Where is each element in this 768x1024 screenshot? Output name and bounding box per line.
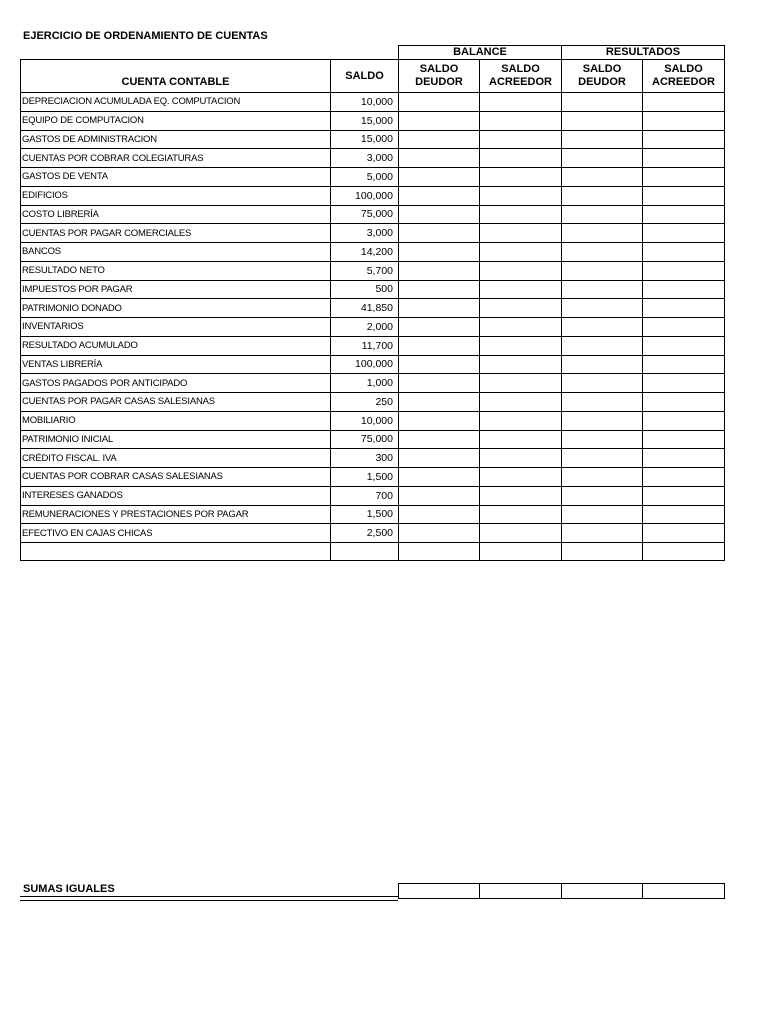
saldo-cell: 41,850 [331,299,399,318]
balance-acreedor-cell[interactable] [480,374,562,393]
balance-deudor-cell[interactable] [399,261,480,280]
balance-deudor-cell[interactable] [399,186,480,205]
account-name-cell: PATRIMONIO DONADO [21,299,331,318]
balance-deudor-cell[interactable] [399,355,480,374]
resultados-deudor-cell[interactable] [562,318,643,337]
balance-acreedor-cell[interactable] [480,205,562,224]
table-row [21,336,725,355]
account-name-cell: CUENTAS POR COBRAR COLEGIATURAS [21,149,331,168]
saldo-cell: 1,000 [331,374,399,393]
account-name-cell: EDIFICIOS [21,186,331,205]
saldo-cell: 300 [331,449,399,468]
saldo-cell: 1,500 [331,505,399,524]
balance-deudor-cell[interactable] [399,243,480,262]
resultados-deudor-cell[interactable] [562,205,643,224]
saldo-cell: 5,700 [331,261,399,280]
balance-deudor-cell[interactable] [399,130,480,149]
balance-deudor-cell[interactable] [399,486,480,505]
saldo-cell: 75,000 [331,430,399,449]
total-resultados-deudor-cell[interactable] [562,884,643,899]
resultados-acreedor-cell[interactable] [643,393,725,412]
resultados-deudor-cell[interactable] [562,355,643,374]
saldo-cell: 500 [331,280,399,299]
resultados-group-header: RESULTADOS [562,46,725,60]
resultados-acreedor-cell[interactable] [643,505,725,524]
balance-deudor-cell[interactable] [399,111,480,130]
saldo-cell: 5,000 [331,168,399,187]
account-name-cell [21,543,331,561]
table-row [21,430,725,449]
balance-acreedor-cell[interactable] [480,299,562,318]
table-row [21,486,725,505]
balance-acreedor-cell[interactable] [480,318,562,337]
account-name-cell: GASTOS DE ADMINISTRACION [21,130,331,149]
balance-deudor-cell[interactable] [399,411,480,430]
saldo-cell: 3,000 [331,224,399,243]
table-row [21,505,725,524]
balance-acreedor-cell[interactable] [480,524,562,543]
saldo-cell: 1,500 [331,468,399,487]
saldo-cell: 10,000 [331,411,399,430]
account-name-cell: CUENTAS POR COBRAR CASAS SALESIANAS [21,468,331,487]
balance-deudor-cell[interactable] [399,393,480,412]
balance-acreedor-cell[interactable] [480,111,562,130]
table-row [21,111,725,130]
account-name-cell: DEPRECIACION ACUMULADA EQ. COMPUTACION [21,93,331,112]
balance-acreedor-cell[interactable] [480,543,562,561]
saldo-cell: 2,000 [331,318,399,337]
page-title: EJERCICIO DE ORDENAMIENTO DE CUENTAS [23,30,268,42]
resultados-deudor-cell[interactable] [562,111,643,130]
resultados-deudor-cell[interactable] [562,468,643,487]
balance-acreedor-cell[interactable] [480,336,562,355]
resultados-acreedor-cell[interactable] [643,243,725,262]
resultados-deudor-cell[interactable] [562,449,643,468]
resultados-deudor-cell[interactable] [562,505,643,524]
balance-deudor-cell[interactable] [399,430,480,449]
balance-acreedor-header: SALDO ACREEDOR [480,60,562,93]
resultados-acreedor-cell[interactable] [643,430,725,449]
resultados-deudor-cell[interactable] [562,168,643,187]
resultados-acreedor-cell[interactable] [643,468,725,487]
saldo-cell: 15,000 [331,130,399,149]
saldo-cell: 100,000 [331,355,399,374]
resultados-deudor-cell[interactable] [562,186,643,205]
resultados-deudor-cell[interactable] [562,393,643,412]
balance-acreedor-cell[interactable] [480,430,562,449]
resultados-deudor-cell[interactable] [562,93,643,112]
saldo-cell: 700 [331,486,399,505]
table-row [21,468,725,487]
account-name-cell: RESULTADO ACUMULADO [21,336,331,355]
resultados-acreedor-cell[interactable] [643,374,725,393]
saldo-header: SALDO [331,60,399,93]
saldo-cell: 11,700 [331,336,399,355]
balance-deudor-cell[interactable] [399,505,480,524]
resultados-acreedor-cell[interactable] [643,130,725,149]
table-row [21,411,725,430]
table-row [21,299,725,318]
resultados-acreedor-cell[interactable] [643,168,725,187]
resultados-deudor-header: SALDO DEUDOR [562,60,643,93]
resultados-deudor-cell[interactable] [562,299,643,318]
resultados-acreedor-cell[interactable] [643,411,725,430]
account-name-cell: CRÉDITO FISCAL. IVA [21,449,331,468]
resultados-acreedor-cell[interactable] [643,318,725,337]
account-name-cell: GASTOS DE VENTA [21,168,331,187]
balance-acreedor-cell[interactable] [480,468,562,487]
table-row [21,449,725,468]
resultados-acreedor-cell[interactable] [643,280,725,299]
account-name-cell: CUENTAS POR PAGAR COMERCIALES [21,224,331,243]
saldo-cell: 3,000 [331,149,399,168]
resultados-deudor-cell[interactable] [562,411,643,430]
balance-acreedor-cell[interactable] [480,505,562,524]
account-name-cell: BANCOS [21,243,331,262]
resultados-deudor-cell[interactable] [562,486,643,505]
table-row [21,224,725,243]
balance-acreedor-cell[interactable] [480,393,562,412]
table-row [21,318,725,337]
saldo-cell: 2,500 [331,524,399,543]
account-name-cell: EQUIPO DE COMPUTACION [21,111,331,130]
resultados-deudor-cell[interactable] [562,130,643,149]
balance-acreedor-cell[interactable] [480,355,562,374]
balance-acreedor-cell[interactable] [480,411,562,430]
resultados-acreedor-cell[interactable] [643,224,725,243]
table-row [21,280,725,299]
table-row [21,168,725,187]
account-name-cell: MOBILIARIO [21,411,331,430]
resultados-deudor-cell[interactable] [562,336,643,355]
balance-acreedor-cell[interactable] [480,261,562,280]
balance-deudor-cell[interactable] [399,374,480,393]
totals-label: SUMAS IGUALES [23,883,115,895]
resultados-acreedor-cell[interactable] [643,205,725,224]
resultados-deudor-cell[interactable] [562,524,643,543]
table-row [21,243,725,262]
resultados-deudor-cell[interactable] [562,224,643,243]
balance-deudor-cell[interactable] [399,149,480,168]
cuenta-contable-header: CUENTA CONTABLE [21,60,331,93]
saldo-cell: 250 [331,393,399,412]
balance-acreedor-cell[interactable] [480,224,562,243]
totals-table [398,883,725,899]
resultados-acreedor-cell[interactable] [643,111,725,130]
account-name-cell: PATRIMONIO INICIAL [21,430,331,449]
account-name-cell: REMUNERACIONES Y PRESTACIONES POR PAGAR [21,505,331,524]
saldo-cell: 14,200 [331,243,399,262]
balance-deudor-cell[interactable] [399,543,480,561]
saldo-cell: 100,000 [331,186,399,205]
account-name-cell: EFECTIVO EN CAJAS CHICAS [21,524,331,543]
resultados-acreedor-header: SALDO ACREEDOR [643,60,725,93]
resultados-acreedor-cell[interactable] [643,449,725,468]
table-row [21,374,725,393]
resultados-deudor-cell[interactable] [562,374,643,393]
resultados-acreedor-cell[interactable] [643,355,725,374]
resultados-acreedor-cell[interactable] [643,486,725,505]
balance-deudor-cell[interactable] [399,449,480,468]
balance-deudor-cell[interactable] [399,280,480,299]
table-row [21,205,725,224]
resultados-acreedor-cell[interactable] [643,149,725,168]
accounts-table [20,45,725,561]
totals-underline [20,896,398,901]
resultados-acreedor-cell[interactable] [643,261,725,280]
balance-group-header: BALANCE [399,46,562,60]
resultados-deudor-cell[interactable] [562,243,643,262]
balance-deudor-cell[interactable] [399,318,480,337]
resultados-deudor-cell[interactable] [562,261,643,280]
account-name-cell: VENTAS LIBRERÍA [21,355,331,374]
table-row [21,186,725,205]
table-row [21,524,725,543]
table-row [21,93,725,112]
resultados-deudor-cell[interactable] [562,149,643,168]
balance-deudor-cell[interactable] [399,468,480,487]
balance-acreedor-cell[interactable] [480,280,562,299]
saldo-cell: 75,000 [331,205,399,224]
resultados-acreedor-cell[interactable] [643,543,725,561]
balance-deudor-cell[interactable] [399,336,480,355]
saldo-cell: 15,000 [331,111,399,130]
table-row [21,355,725,374]
account-name-cell: INVENTARIOS [21,318,331,337]
balance-deudor-cell[interactable] [399,93,480,112]
resultados-acreedor-cell[interactable] [643,336,725,355]
balance-acreedor-cell[interactable] [480,186,562,205]
balance-acreedor-cell[interactable] [480,149,562,168]
table-row [21,543,725,561]
balance-acreedor-cell[interactable] [480,93,562,112]
total-balance-acreedor-cell[interactable] [480,884,562,899]
resultados-deudor-cell[interactable] [562,543,643,561]
balance-acreedor-cell[interactable] [480,243,562,262]
saldo-cell [331,543,399,561]
table-row [21,130,725,149]
resultados-acreedor-cell[interactable] [643,93,725,112]
account-name-cell: COSTO LIBRERÍA [21,205,331,224]
balance-acreedor-cell[interactable] [480,168,562,187]
balance-acreedor-cell[interactable] [480,486,562,505]
resultados-acreedor-cell[interactable] [643,299,725,318]
table-row [21,149,725,168]
saldo-cell: 10,000 [331,93,399,112]
account-name-cell: GASTOS PAGADOS POR ANTICIPADO [21,374,331,393]
balance-deudor-cell[interactable] [399,168,480,187]
table-row [21,261,725,280]
account-name-cell: CUENTAS POR PAGAR CASAS SALESIANAS [21,393,331,412]
resultados-deudor-cell[interactable] [562,280,643,299]
account-name-cell: INTERESES GANADOS [21,486,331,505]
balance-acreedor-cell[interactable] [480,130,562,149]
balance-deudor-cell[interactable] [399,524,480,543]
table-row [21,393,725,412]
resultados-deudor-cell[interactable] [562,430,643,449]
balance-deudor-cell[interactable] [399,299,480,318]
resultados-acreedor-cell[interactable] [643,524,725,543]
balance-deudor-cell[interactable] [399,205,480,224]
balance-deudor-header: SALDO DEUDOR [399,60,480,93]
header-spacer [21,46,399,60]
total-balance-deudor-cell[interactable] [399,884,480,899]
balance-deudor-cell[interactable] [399,224,480,243]
total-resultados-acreedor-cell[interactable] [643,884,725,899]
account-name-cell: RESULTADO NETO [21,261,331,280]
accounts-body [21,93,725,561]
balance-acreedor-cell[interactable] [480,449,562,468]
resultados-acreedor-cell[interactable] [643,186,725,205]
account-name-cell: IMPUESTOS POR PAGAR [21,280,331,299]
